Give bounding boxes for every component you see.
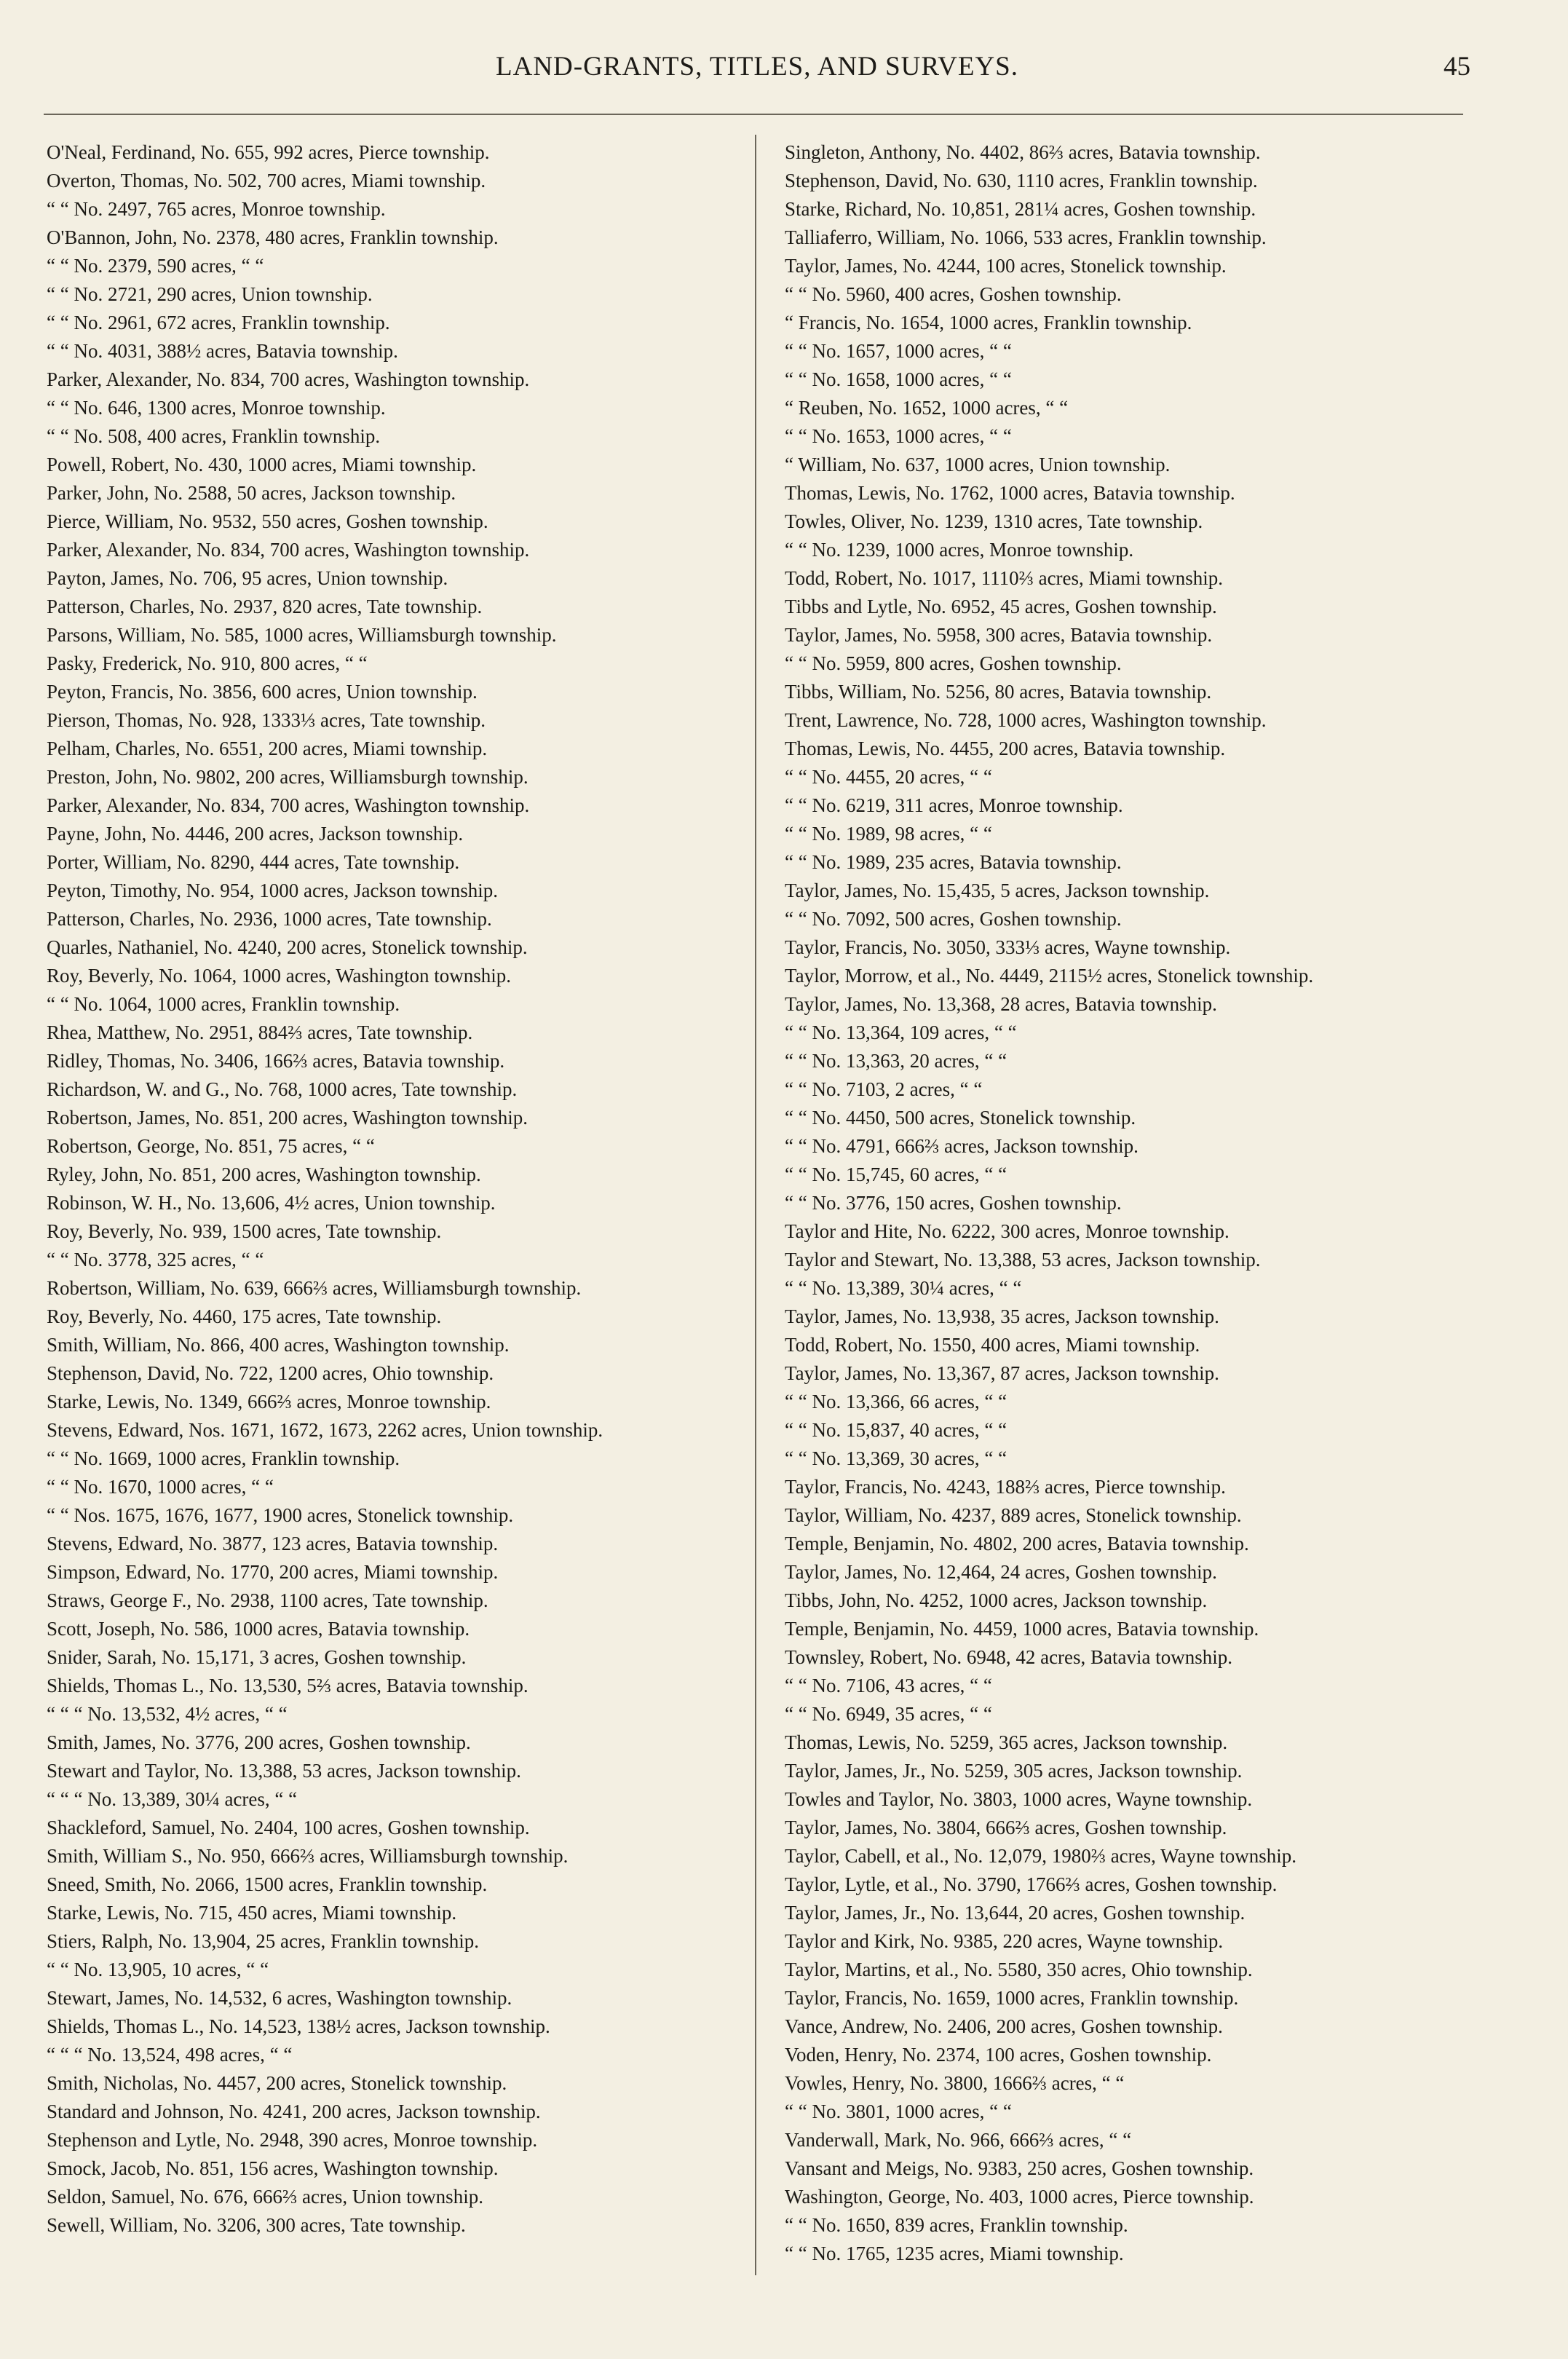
list-item: Shackleford, Samuel, No. 2404, 100 acres, Goshen township. <box>47 1817 530 1838</box>
list-item: Stephenson and Lytle, No. 2948, 390 acres, Monroe township. <box>47 2129 538 2151</box>
list-item: Parker, Alexander, No. 834, 700 acres, Washington township. <box>47 794 530 816</box>
list-item: Preston, John, No. 9802, 200 acres, Williamsburgh township. <box>47 766 528 788</box>
list-item: Taylor, Francis, No. 3050, 333⅓ acres, Wayne township. <box>785 936 1231 958</box>
list-item: “ “ No. 13,369, 30 acres, “ “ <box>785 1447 1007 1469</box>
list-item: Washington, George, No. 403, 1000 acres, Pierce township. <box>785 2186 1254 2208</box>
list-item: Standard and Johnson, No. 4241, 200 acres, Jackson township. <box>47 2101 541 2122</box>
list-item: “ “ No. 15,837, 40 acres, “ “ <box>785 1419 1007 1441</box>
list-item: Vowles, Henry, No. 3800, 1666⅔ acres, “ “ <box>785 2072 1125 2094</box>
list-item: Trent, Lawrence, No. 728, 1000 acres, Washington township. <box>785 709 1267 731</box>
list-item: Parker, Alexander, No. 834, 700 acres, Washington township. <box>47 539 530 561</box>
list-item: “ “ No. 2961, 672 acres, Franklin township. <box>47 312 390 333</box>
list-item: Robertson, George, No. 851, 75 acres, “ “ <box>47 1135 375 1157</box>
list-item: “ “ No. 3801, 1000 acres, “ “ <box>785 2101 1012 2122</box>
list-item: Peyton, Timothy, No. 954, 1000 acres, Jackson township. <box>47 880 498 901</box>
list-item: Pierson, Thomas, No. 928, 1333⅓ acres, Tate township. <box>47 709 486 731</box>
list-item: Taylor, Martins, et al., No. 5580, 350 acres, Ohio township. <box>785 1959 1253 1980</box>
list-item: Tibbs, John, No. 4252, 1000 acres, Jackson township. <box>785 1589 1208 1611</box>
list-item: “ Reuben, No. 1652, 1000 acres, “ “ <box>785 397 1069 419</box>
page-number: 45 <box>1444 52 1470 82</box>
list-item: Voden, Henry, No. 2374, 100 acres, Goshen township. <box>785 2044 1212 2066</box>
list-item: Starke, Lewis, No. 715, 450 acres, Miami township. <box>47 1902 457 1924</box>
list-item: Taylor, James, No. 15,435, 5 acres, Jackson township. <box>785 880 1210 901</box>
list-item: Taylor, James, No. 13,938, 35 acres, Jackson township. <box>785 1305 1219 1327</box>
list-item: Stevens, Edward, Nos. 1671, 1672, 1673, 2262 acres, Union township. <box>47 1419 603 1441</box>
list-item: “ “ No. 1989, 235 acres, Batavia township. <box>785 851 1122 873</box>
list-item: Taylor and Hite, No. 6222, 300 acres, Monroe township. <box>785 1220 1230 1242</box>
list-item: Singleton, Anthony, No. 4402, 86⅔ acres, Batavia township. <box>785 141 1261 163</box>
list-item: Roy, Beverly, No. 1064, 1000 acres, Washington township. <box>47 965 512 987</box>
list-item: Townsley, Robert, No. 6948, 42 acres, Batavia township. <box>785 1646 1233 1668</box>
list-item: “ “ No. 3776, 150 acres, Goshen township. <box>785 1192 1122 1214</box>
list-item: “ “ No. 13,366, 66 acres, “ “ <box>785 1391 1007 1412</box>
list-item: Tibbs and Lytle, No. 6952, 45 acres, Goshen township. <box>785 596 1217 617</box>
list-item: Richardson, W. and G., No. 768, 1000 acres, Tate township. <box>47 1078 518 1100</box>
list-item: Payton, James, No. 706, 95 acres, Union township. <box>47 567 448 589</box>
list-item: “ “ No. 13,364, 109 acres, “ “ <box>785 1022 1017 1043</box>
list-item: Taylor and Stewart, No. 13,388, 53 acres, Jackson township. <box>785 1249 1261 1271</box>
list-item: Robertson, James, No. 851, 200 acres, Washington township. <box>47 1107 528 1129</box>
list-item: “ “ No. 4450, 500 acres, Stonelick township. <box>785 1107 1136 1129</box>
list-item: Towles and Taylor, No. 3803, 1000 acres, Wayne township. <box>785 1788 1253 1810</box>
list-item: “ “ No. 7103, 2 acres, “ “ <box>785 1078 983 1100</box>
list-item: Starke, Richard, No. 10,851, 281¼ acres, Goshen township. <box>785 198 1256 220</box>
list-item: Simpson, Edward, No. 1770, 200 acres, Miami township. <box>47 1561 499 1583</box>
list-item: Taylor, James, No. 12,464, 24 acres, Goshen township. <box>785 1561 1217 1583</box>
left-column <box>47 138 745 2240</box>
list-item: Stephenson, David, No. 630, 1110 acres, Franklin township. <box>785 170 1258 191</box>
header-rule <box>44 114 1463 115</box>
list-item: Overton, Thomas, No. 502, 700 acres, Miami township. <box>47 170 486 191</box>
list-item: “ “ No. 2379, 590 acres, “ “ <box>47 255 264 277</box>
list-item: “ Francis, No. 1654, 1000 acres, Franklin township. <box>785 312 1192 333</box>
list-item: “ “ No. 2721, 290 acres, Union township. <box>47 283 373 305</box>
list-item: Vance, Andrew, No. 2406, 200 acres, Goshen township. <box>785 2015 1223 2037</box>
list-item: Straws, George F., No. 2938, 1100 acres, Tate township. <box>47 1589 488 1611</box>
list-item: Stiers, Ralph, No. 13,904, 25 acres, Franklin township. <box>47 1930 479 1952</box>
list-item: “ “ No. 1989, 98 acres, “ “ <box>785 823 992 845</box>
list-item: Robinson, W. H., No. 13,606, 4½ acres, Union township. <box>47 1192 496 1214</box>
list-item: “ “ No. 4455, 20 acres, “ “ <box>785 766 992 788</box>
list-item: Porter, William, No. 8290, 444 acres, Tate township. <box>47 851 460 873</box>
list-item: “ “ No. 1669, 1000 acres, Franklin township. <box>47 1447 400 1469</box>
list-item: Rhea, Matthew, No. 2951, 884⅔ acres, Tate township. <box>47 1022 473 1043</box>
list-item: Pasky, Frederick, No. 910, 800 acres, “ “ <box>47 652 368 674</box>
list-item: Scott, Joseph, No. 586, 1000 acres, Batavia township. <box>47 1618 470 1640</box>
list-item: Sewell, William, No. 3206, 300 acres, Tate township. <box>47 2214 466 2236</box>
list-item: “ “ No. 1658, 1000 acres, “ “ <box>785 368 1012 390</box>
list-item: Tibbs, William, No. 5256, 80 acres, Batavia township. <box>785 681 1212 703</box>
list-item: O'Bannon, John, No. 2378, 480 acres, Franklin township. <box>47 226 499 248</box>
list-item: “ “ No. 1064, 1000 acres, Franklin township. <box>47 993 400 1015</box>
list-item: Thomas, Lewis, No. 1762, 1000 acres, Batavia township. <box>785 482 1235 504</box>
list-item: Temple, Benjamin, No. 4802, 200 acres, Batavia township. <box>785 1533 1249 1554</box>
list-item: Ryley, John, No. 851, 200 acres, Washington township. <box>47 1163 481 1185</box>
list-item: Thomas, Lewis, No. 5259, 365 acres, Jackson township. <box>785 1731 1228 1753</box>
list-item: Taylor and Kirk, No. 9385, 220 acres, Wayne township. <box>785 1930 1224 1952</box>
list-item: “ “ “ No. 13,524, 498 acres, “ “ <box>47 2044 293 2066</box>
list-item: Ridley, Thomas, No. 3406, 166⅔ acres, Batavia township. <box>47 1050 505 1072</box>
right-column <box>785 138 1469 2268</box>
list-item: Parker, John, No. 2588, 50 acres, Jackson township. <box>47 482 456 504</box>
list-item: Starke, Lewis, No. 1349, 666⅔ acres, Monroe township. <box>47 1391 491 1412</box>
list-item: Taylor, Lytle, et al., No. 3790, 1766⅔ acres, Goshen township. <box>785 1873 1278 1895</box>
list-item: “ “ No. 5960, 400 acres, Goshen township. <box>785 283 1122 305</box>
list-item: Shields, Thomas L., No. 14,523, 138½ acres, Jackson township. <box>47 2015 550 2037</box>
list-item: Smock, Jacob, No. 851, 156 acres, Washington township. <box>47 2157 499 2179</box>
page-title: LAND-GRANTS, TITLES, AND SURVEYS. <box>496 52 1018 82</box>
list-item: Parker, Alexander, No. 834, 700 acres, Washington township. <box>47 368 530 390</box>
list-item: Peyton, Francis, No. 3856, 600 acres, Union township. <box>47 681 478 703</box>
column-divider <box>755 135 756 2275</box>
list-item: Taylor, Cabell, et al., No. 12,079, 1980⅔ acres, Wayne township. <box>785 1845 1296 1867</box>
list-item: “ “ No. 2497, 765 acres, Monroe township. <box>47 198 386 220</box>
list-item: Todd, Robert, No. 1550, 400 acres, Miami township. <box>785 1334 1200 1356</box>
list-item: Taylor, James, No. 3804, 666⅔ acres, Goshen township. <box>785 1817 1227 1838</box>
list-item: Talliaferro, William, No. 1066, 533 acres, Franklin township. <box>785 226 1267 248</box>
list-item: “ “ No. 15,745, 60 acres, “ “ <box>785 1163 1007 1185</box>
list-item: “ “ No. 1670, 1000 acres, “ “ <box>47 1476 274 1498</box>
page-header <box>44 51 1470 95</box>
list-item: “ “ No. 4791, 666⅔ acres, Jackson township. <box>785 1135 1139 1157</box>
list-item: Taylor, James, Jr., No. 5259, 305 acres, Jackson township. <box>785 1760 1243 1782</box>
list-item: Patterson, Charles, No. 2937, 820 acres, Tate township. <box>47 596 483 617</box>
list-item: “ “ No. 6949, 35 acres, “ “ <box>785 1703 992 1725</box>
list-item: “ “ No. 13,905, 10 acres, “ “ <box>47 1959 269 1980</box>
list-item: Quarles, Nathaniel, No. 4240, 200 acres, Stonelick township. <box>47 936 528 958</box>
list-item: “ “ No. 1239, 1000 acres, Monroe township. <box>785 539 1134 561</box>
list-item: “ “ No. 646, 1300 acres, Monroe township. <box>47 397 386 419</box>
list-item: “ “ “ No. 13,532, 4½ acres, “ “ <box>47 1703 288 1725</box>
list-item: “ “ No. 1650, 839 acres, Franklin township. <box>785 2214 1128 2236</box>
list-item: Todd, Robert, No. 1017, 1110⅔ acres, Miami township. <box>785 567 1224 589</box>
list-item: “ “ No. 7106, 43 acres, “ “ <box>785 1675 992 1696</box>
list-item: O'Neal, Ferdinand, No. 655, 992 acres, Pierce township. <box>47 141 490 163</box>
list-item: “ William, No. 637, 1000 acres, Union township. <box>785 454 1171 475</box>
list-item: Taylor, Francis, No. 4243, 188⅔ acres, Pierce township. <box>785 1476 1226 1498</box>
list-item: Sneed, Smith, No. 2066, 1500 acres, Franklin township. <box>47 1873 488 1895</box>
list-item: Vanderwall, Mark, No. 966, 666⅔ acres, “ “ <box>785 2129 1132 2151</box>
list-item: “ “ No. 5959, 800 acres, Goshen township. <box>785 652 1122 674</box>
list-item: Powell, Robert, No. 430, 1000 acres, Miami township. <box>47 454 477 475</box>
list-item: Taylor, James, No. 5958, 300 acres, Batavia township. <box>785 624 1213 646</box>
list-item: “ “ No. 508, 400 acres, Franklin township. <box>47 425 381 447</box>
list-item: Robertson, William, No. 639, 666⅔ acres, Williamsburgh township. <box>47 1277 582 1299</box>
list-item: Taylor, James, No. 13,367, 87 acres, Jackson township. <box>785 1362 1219 1384</box>
list-item: Stevens, Edward, No. 3877, 123 acres, Batavia township. <box>47 1533 499 1554</box>
list-item: “ “ Nos. 1675, 1676, 1677, 1900 acres, Stonelick township. <box>47 1504 514 1526</box>
list-item: Smith, James, No. 3776, 200 acres, Goshen township. <box>47 1731 471 1753</box>
list-item: Pelham, Charles, No. 6551, 200 acres, Miami township. <box>47 738 488 759</box>
list-item: Roy, Beverly, No. 4460, 175 acres, Tate township. <box>47 1305 442 1327</box>
list-item: Payne, John, No. 4446, 200 acres, Jackson township. <box>47 823 464 845</box>
list-item: Smith, William S., No. 950, 666⅔ acres, Williamsburgh township. <box>47 1845 569 1867</box>
list-item: Stewart, James, No. 14,532, 6 acres, Washington township. <box>47 1987 512 2009</box>
list-item: Thomas, Lewis, No. 4455, 200 acres, Batavia township. <box>785 738 1226 759</box>
list-item: “ “ No. 13,389, 30¼ acres, “ “ <box>785 1277 1022 1299</box>
list-item: “ “ No. 7092, 500 acres, Goshen township. <box>785 908 1122 930</box>
list-item: Smith, William, No. 866, 400 acres, Washington township. <box>47 1334 510 1356</box>
list-item: Patterson, Charles, No. 2936, 1000 acres, Tate township. <box>47 908 492 930</box>
list-item: “ “ “ No. 13,389, 30¼ acres, “ “ <box>47 1788 298 1810</box>
list-item: “ “ No. 1657, 1000 acres, “ “ <box>785 340 1012 362</box>
list-item: Towles, Oliver, No. 1239, 1310 acres, Tate township. <box>785 510 1203 532</box>
list-item: Seldon, Samuel, No. 676, 666⅔ acres, Union township. <box>47 2186 483 2208</box>
list-item: “ “ No. 13,363, 20 acres, “ “ <box>785 1050 1007 1072</box>
list-item: Pierce, William, No. 9532, 550 acres, Goshen township. <box>47 510 488 532</box>
list-item: Taylor, Francis, No. 1659, 1000 acres, Franklin township. <box>785 1987 1239 2009</box>
list-item: Taylor, James, No. 13,368, 28 acres, Batavia township. <box>785 993 1217 1015</box>
list-item: “ “ No. 1765, 1235 acres, Miami township. <box>785 2243 1124 2264</box>
list-item: “ “ No. 4031, 388½ acres, Batavia township. <box>47 340 398 362</box>
list-item: Taylor, Morrow, et al., No. 4449, 2115½ acres, Stonelick township. <box>785 965 1314 987</box>
list-item: Taylor, James, Jr., No. 13,644, 20 acres, Goshen township. <box>785 1902 1246 1924</box>
list-item: Stewart and Taylor, No. 13,388, 53 acres, Jackson township. <box>47 1760 521 1782</box>
list-item: Vansant and Meigs, No. 9383, 250 acres, Goshen township. <box>785 2157 1254 2179</box>
list-item: Temple, Benjamin, No. 4459, 1000 acres, Batavia township. <box>785 1618 1259 1640</box>
list-item: Smith, Nicholas, No. 4457, 200 acres, Stonelick township. <box>47 2072 507 2094</box>
list-item: Stephenson, David, No. 722, 1200 acres, Ohio township. <box>47 1362 494 1384</box>
list-item: Snider, Sarah, No. 15,171, 3 acres, Goshen township. <box>47 1646 467 1668</box>
list-item: Shields, Thomas L., No. 13,530, 5⅔ acres, Batavia township. <box>47 1675 528 1696</box>
list-item: “ “ No. 3778, 325 acres, “ “ <box>47 1249 264 1271</box>
list-item: Roy, Beverly, No. 939, 1500 acres, Tate township. <box>47 1220 442 1242</box>
list-item: Taylor, William, No. 4237, 889 acres, Stonelick township. <box>785 1504 1242 1526</box>
list-item: Parsons, William, No. 585, 1000 acres, Williamsburgh township. <box>47 624 557 646</box>
list-item: “ “ No. 6219, 311 acres, Monroe township. <box>785 794 1123 816</box>
list-item: “ “ No. 1653, 1000 acres, “ “ <box>785 425 1012 447</box>
list-item: Taylor, James, No. 4244, 100 acres, Stonelick township. <box>785 255 1227 277</box>
